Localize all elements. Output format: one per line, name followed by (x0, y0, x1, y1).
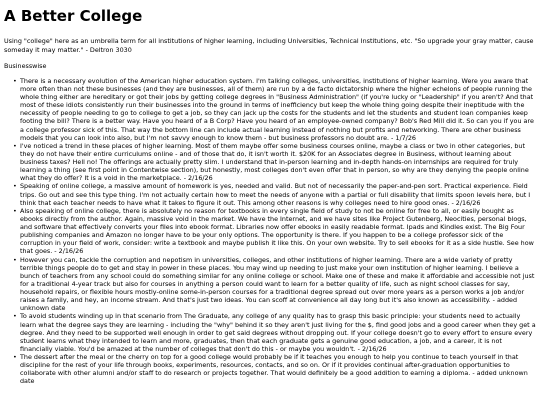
entries-list (4, 77, 536, 386)
bullet-icon: • (13, 141, 17, 150)
bullet-icon: • (13, 76, 17, 85)
bullet-icon: • (13, 312, 17, 321)
intro-paragraph: Using "college" here as an umbrella term for all institutions of higher learning, including Universities, Technical Institutions, etc. "So upgrade your gray matter, cause someday it may matter." - Deltron 3030 (4, 37, 534, 54)
list-item (13, 142, 536, 183)
list-item-text: The dessert after the meal or the cherry on top for a good college would probably be if it teaches you enough to help you continue to teach yourself in that discipline for the rest of your life through books, experiments, resources, contacts, and so on. Or if it provides continual after-graduation opportunities to collaborate with other alumni and/or staff to do research or projects together. That would definitely be a good addition to earning a diploma. - added unknown date (20, 353, 528, 386)
list-item-text: To avoid students winding up in that scenario from The Graduate, any college of any quality has to grasp this basic principle: your students need to actually learn what the degree says they are learning - including the "why" behind it so they aren't just living for the $, find good jobs and a good career when they get a degree. And they need to be supported well enough in order to get said degrees without dropping out. If your college doesn't go to every effort to ensure every student learns what they intended to learn and more, graduates, then that each graduate gets a genuine good education, a job, and a career, it is not financially viable. You'd be amazed at the number of colleges that don't do this - or maybe you wouldn't. - 2/16/26 (20, 312, 536, 353)
page-title: A Better College (4, 7, 143, 25)
list-item-text: Speaking of online college, a massive amount of homework is yes, needed and valid. But not of necessarily the paper-and-pen sort. Practical experience. Field trips. Go out and see this type thing. I'm not actually certain how to meet the needs of anyone with a partial or full disability that limits spoon levels here, but I think that each teacher needs to have what it takes to figure it out. This among other reasons is why colleges need to hire good ones. - 2/16/26 (20, 182, 531, 207)
list-item-text: There is a necessary evolution of the American higher education system. I'm talking colleges, universities, institutions of higher learning. Were you aware that more often than not these businesses (and they are businesses, all of them) are run by a de facto dictatorship where the higher echelons of people running the whole thing either are hereditary or got their jobs by getting college degrees in "Business Administration" (if you're lucky or "Leadership" if you aren't? And that most of these idiots consistently run their businesses into the ground in terms of inefficiency but keep the whole thing going despite their ineptitude with the necessity of people needing to go to college to get a job, so they can jack up the costs for the students and let the students and student loan companies keep footing the bill? There is a better way. Have you heard of a B Corp? Have you heard of an employee-owned company? Bob's Red Mill did it. So can you if you are a college professor sick of this. That way the bottom line can include actual learning instead of nothing but profits and networking. There are other business models that you can look into also, but I'm not savvy enough to know them - but business professors no doubt are. - 1/7/26 (20, 76, 534, 142)
list-item-text: Also speaking of online college, there is absolutely no reason for textbooks in every single field of study to not be online for free to all, or easily bought as ebooks directly from the author. Again, massive void in the market. We have the Internet, and we have sites like Project Gutenberg, Neocities, personal blogs, and software that effectively converts your files into ebook format. Libraries now offer ebooks in easily readable format. Ipads and Kindles exist. The Big Four publishing companies and Amazon no longer have to be your only options. The opportunity is there. If you happen to be a college professor sick of the corruption in your field of work, consider: write a textbook and maybe publish it like this. On your own website. Try to sell ebooks for it as a side hustle. See how that goes. - 2/16/26 (20, 206, 534, 256)
bullet-icon: • (13, 182, 17, 191)
list-item (13, 207, 536, 256)
list-item (13, 182, 536, 206)
list-item-text: However you can, tackle the corruption and nepotism in universities, colleges, and other institutions of higher learning. There are a wide variety of pretty terrible things people do to get and stay in power in these places. You may wind up needing to just make your own institution of higher learning. I believe a bunch of teachers from any school could do something similar for any online college or school. Make one of these and make it affordable and accessible not just for a traditional 4-year track but also for courses in anything a person could want to learn for a better quality of life, such as night school classes for say, household repairs, or flexible hours mostly-online some-in-person courses for a traditional degree spread out over more years as a person works a job and/or raises a family, and hey, an income stream. And that's just two ideas. You can scoff at convenience all day long but it's also known as accessibility. - added unknown date (20, 255, 535, 313)
list-item-text: I've noticed a trend in these places of higher learning. Most of them maybe offer some business courses online, maybe a class or two in other categories, but they do not have their entire curriculums online - and of those that do, it isn't worth it. $20K for an Associates degree in Business, without learning about business taxes? Hell no! The offerings are actually pretty slim. I understand that in-person learning and in-depth hands-on internships are required for truly learning a thing (see first point in Contentwise section), but honestly, most colleges don't even offer that in person, so why are they denying the people online what they do offer? It is a void in the marketplace. - 2/16/26 (20, 141, 529, 183)
bullet-icon: • (13, 353, 17, 362)
list-item (13, 77, 536, 142)
bullet-icon: • (13, 255, 17, 264)
section-label-businesswise: Businesswise (4, 62, 47, 71)
list-item (13, 353, 536, 386)
page (0, 7, 540, 386)
list-item (13, 256, 536, 313)
list-item (13, 312, 536, 353)
bullet-icon: • (13, 206, 17, 215)
